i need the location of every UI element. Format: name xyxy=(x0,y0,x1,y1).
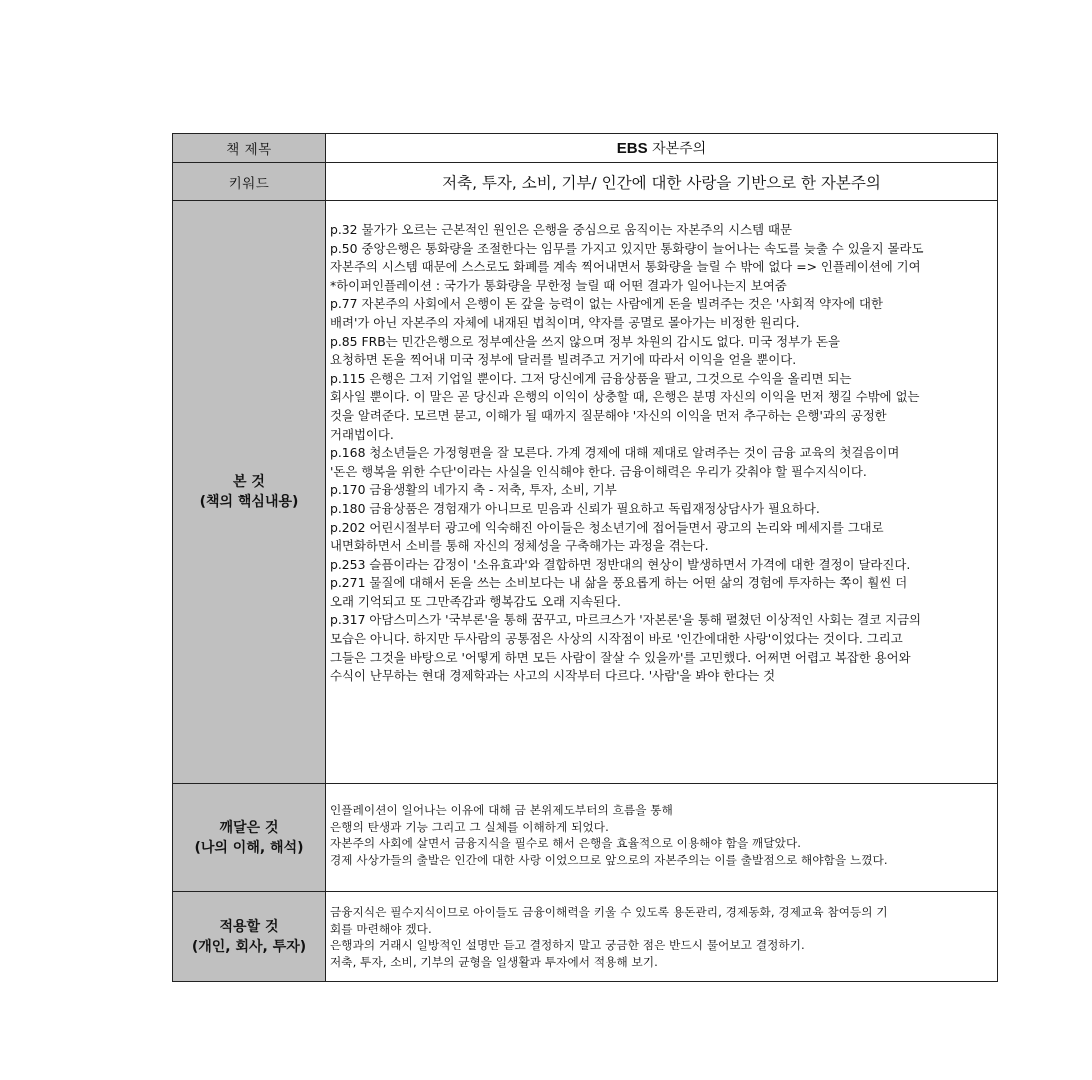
seen-line: 그들은 그것을 바탕으로 '어떻게 하면 모든 사람이 잘살 수 있을까'를 고민했다. 어쩌면 어렵고 복잡한 용어와 xyxy=(330,649,911,665)
seen-line: 배려'가 아닌 자본주의 자체에 내재된 법칙이며, 약자를 공멸로 몰아가는 비정한 원리다. xyxy=(330,314,800,330)
label-apply xyxy=(173,892,326,982)
apply-line: 회를 마련해야 겠다. xyxy=(330,921,432,936)
seen-line: p.50 중앙은행은 통화량을 조절한다는 임무를 가지고 있지만 통화량이 늘어나는 속도를 늦출 수 있을지 몰라도 xyxy=(330,240,924,256)
seen-line: 내면화하면서 소비를 통해 자신의 정체성을 구축해가는 과정을 겪는다. xyxy=(330,538,709,554)
book-report-table xyxy=(172,133,998,982)
seen-line: 수식이 난무하는 현대 경제학과는 사고의 시작부터 다르다. '사람'을 봐야 한다는 것 xyxy=(330,668,776,684)
seen-content xyxy=(326,201,998,784)
label-keyword: 키워드 xyxy=(173,163,326,201)
apply-line: 은행과의 거래시 일방적인 설명만 듣고 결정하지 말고 궁금한 점은 반드시 물어보고 결정하기. xyxy=(330,938,805,953)
seen-line: 요청하면 돈을 찍어내 미국 정부에 달러를 빌려주고 거기에 따라서 이익을 얻을 뿐이다. xyxy=(330,352,797,368)
label-seen-line2: (책의 핵심내용) xyxy=(199,494,299,510)
seen-line: p.77 자본주의 사회에서 은행이 돈 갚을 능력이 없는 사람에게 돈을 빌려주는 것은 '사회적 약자에 대한 xyxy=(330,296,883,312)
label-seen-line1: 본 것 xyxy=(233,474,265,490)
seen-line: 오래 기억되고 또 그만족감과 행복감도 오래 지속된다. xyxy=(330,593,621,609)
label-realized-line1: 깨달은 것 xyxy=(219,819,279,836)
realized-content xyxy=(326,784,998,892)
row-seen xyxy=(173,201,998,784)
seen-line: p.170 금융생활의 네가지 축 - 저축, 투자, 소비, 기부 xyxy=(330,482,617,498)
row-keyword xyxy=(173,163,998,201)
seen-line: *하이퍼인플레이션 : 국가가 통화량을 무한정 늘릴 때 어떤 결과가 일어나는지 보여줌 xyxy=(330,277,787,293)
seen-line: '돈은 행복을 위한 수단'이라는 사실을 인식해야 한다. 금융이해력은 우리가 갖춰야 할 필수지식이다. xyxy=(330,463,867,479)
seen-line: 거래법이다. xyxy=(330,426,394,442)
seen-line: p.317 아담스미스가 '국부론'을 통해 꿈꾸고, 마르크스가 '자본론'을 통해 펼쳤던 이상적인 사회는 결코 지금의 xyxy=(330,612,922,628)
seen-line: p.253 슬픔이라는 감정이 '소유효과'와 결합하면 정반대의 현상이 발생하면서 가격에 대한 결정이 달라진다. xyxy=(330,556,911,572)
label-apply-line2: (개인, 회사, 투자) xyxy=(191,938,307,955)
realized-line: 경제 사상가들의 출발은 인간에 대한 사랑 이었으므로 앞으로의 자본주의는 이를 출발점으로 해야함을 느꼈다. xyxy=(330,852,888,867)
apply-content xyxy=(326,892,998,982)
seen-line: p.180 금융상품은 경험재가 아니므로 믿음과 신뢰가 필요하고 독립재정상담사가 필요하다. xyxy=(330,500,820,516)
seen-line: 자본주의 시스템 때문에 스스로도 화폐를 계속 찍어내면서 통화량을 늘릴 수 밖에 없다 => 인플레이션에 기여 xyxy=(330,259,921,275)
seen-line: p.32 물가가 오르는 근본적인 원인은 은행을 중심으로 움직이는 자본주의 시스템 때문 xyxy=(330,222,792,237)
seen-line: 회사일 뿐이다. 이 말은 곧 당신과 은행의 이익이 상충할 때, 은행은 분명 자신의 이익을 먼저 챙길 수밖에 없는 xyxy=(330,389,920,405)
label-realized xyxy=(173,784,326,892)
realized-line: 인플레이션이 일어나는 이유에 대해 금 본위제도부터의 흐름을 통해 xyxy=(330,803,673,817)
label-apply-line1: 적용할 것 xyxy=(219,918,279,935)
keyword-value: 저축, 투자, 소비, 기부/ 인간에 대한 사랑을 기반으로 한 자본주의 xyxy=(326,163,998,201)
label-seen xyxy=(173,201,326,784)
seen-line: 모습은 아니다. 하지만 두사람의 공통점은 사상의 시작점이 바로 '인간에대한 사랑'이었다는 것이다. 그리고 xyxy=(330,631,903,647)
seen-line: p.115 은행은 그저 기업일 뿐이다. 그저 당신에게 금융상품을 팔고, 그것으로 수익을 올리면 되는 xyxy=(330,370,852,386)
book-title-value xyxy=(326,134,998,163)
seen-line: p.271 물질에 대해서 돈을 쓰는 소비보다는 내 삶을 풍요롭게 하는 어떤 삶의 경험에 투자하는 쪽이 훨씬 더 xyxy=(330,575,908,591)
label-book-title: 책 제목 xyxy=(173,134,326,163)
seen-line: p.85 FRB는 민간은행으로 정부예산을 쓰지 않으며 정부 차원의 감시도 없다. 미국 정부가 돈을 xyxy=(330,333,840,349)
row-apply xyxy=(173,892,998,982)
realized-line: 자본주의 사회에 살면서 금융지식을 필수로 해서 은행을 효율적으로 이용해야 함을 깨달았다. xyxy=(330,836,802,851)
realized-line: 은행의 탄생과 기능 그리고 그 실체를 이해하게 되었다. xyxy=(330,819,609,834)
label-realized-line2: (나의 이해, 해석) xyxy=(194,839,304,856)
book-title-prefix: EBS xyxy=(616,140,648,157)
apply-line: 저축, 투자, 소비, 기부의 균형을 일생활과 투자에서 적용해 보기. xyxy=(330,954,658,969)
book-title-suffix: 자본주의 xyxy=(647,141,707,157)
seen-line: p.168 청소년들은 가정형편을 잘 모른다. 가계 경제에 대해 제대로 알려주는 것이 금융 교육의 첫걸음이며 xyxy=(330,445,900,461)
apply-line: 금융지식은 필수지식이므로 아이들도 금융이해력을 키울 수 있도록 용돈관리, 경제동화, 경제교육 참여등의 기 xyxy=(330,905,888,919)
row-title xyxy=(173,134,998,163)
seen-line: p.202 어린시절부터 광고에 익숙해진 아이들은 청소년기에 접어들면서 광고의 논리와 메세지를 그대로 xyxy=(330,519,884,535)
row-realized xyxy=(173,784,998,892)
seen-line: 것을 알려준다. 모르면 묻고, 이해가 될 때까지 질문해야 '자신의 이익을 먼저 추구하는 은행'과의 공정한 xyxy=(330,407,887,423)
